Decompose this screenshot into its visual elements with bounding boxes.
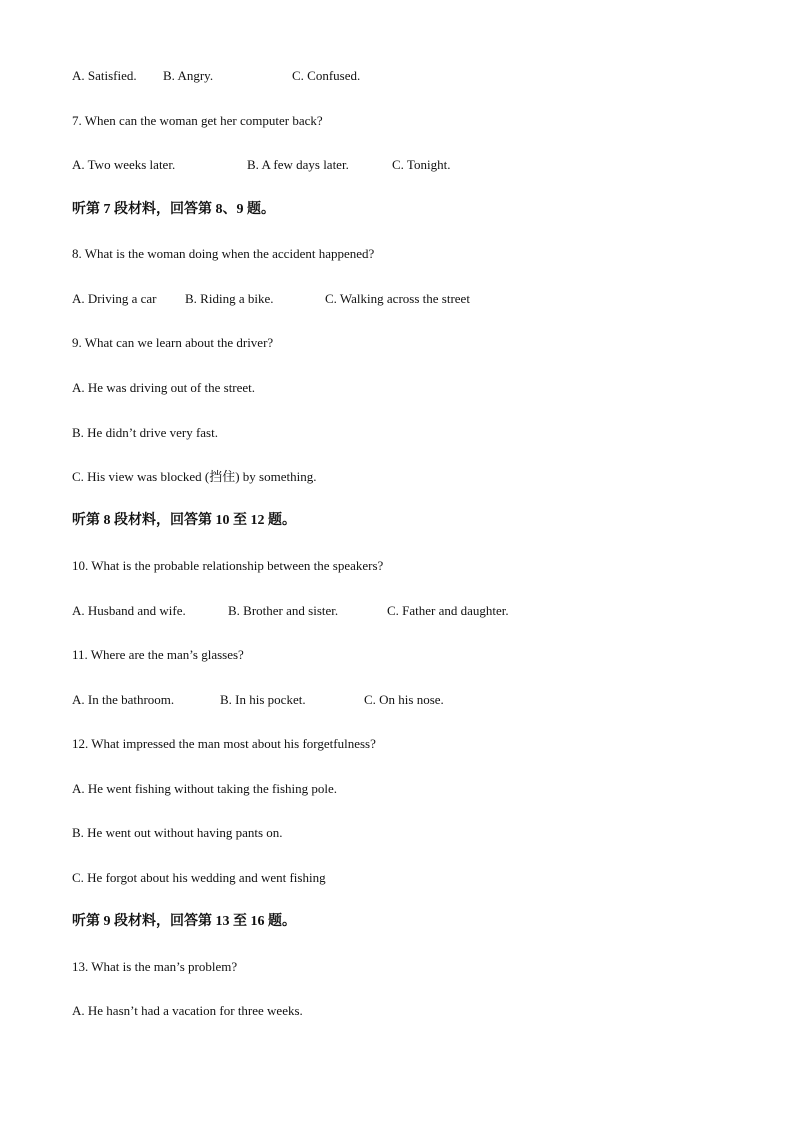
q8-option-a: A. Driving a car [72, 291, 157, 306]
q11-option-b: B. In his pocket. [220, 692, 306, 707]
q9-option-b: B. He didn’t drive very fast. [72, 425, 218, 440]
q6-option-b: B. Angry. [163, 68, 214, 83]
q11-option-a: A. In the bathroom. [72, 692, 175, 707]
q10-option-a: A. Husband and wife. [72, 603, 186, 618]
q7-option-b: B. A few days later. [247, 157, 349, 172]
q10-option-c: C. Father and daughter. [387, 603, 509, 618]
q9-option-c: C. His view was blocked (挡住) by something. [72, 469, 317, 484]
q6-option-a: A. Satisfied. [72, 68, 137, 83]
q12-question: 12. What impressed the man most about his forgetfulness? [72, 736, 376, 751]
q12-option-c: C. He forgot about his wedding and went fishing [72, 870, 326, 885]
q7-option-c: C. Tonight. [392, 157, 451, 172]
q7-question: 7. When can the woman get her computer back? [72, 113, 323, 128]
q13-option-a: A. He hasn’t had a vacation for three weeks. [72, 1003, 303, 1018]
q7-option-a: A. Two weeks later. [72, 157, 176, 172]
section-8-heading: 听第 8 段材料，回答第 10 至 12 题。 [72, 513, 296, 528]
q12-option-b: B. He went out without having pants on. [72, 825, 283, 840]
q10-question: 10. What is the probable relationship between the speakers? [72, 558, 384, 573]
q8-option-b: B. Riding a bike. [185, 291, 274, 306]
q11-question: 11. Where are the man’s glasses? [72, 647, 244, 662]
q9-question: 9. What can we learn about the driver? [72, 335, 274, 350]
section-7-heading: 听第 7 段材料，回答第 8、9 题。 [72, 202, 275, 217]
section-9-heading: 听第 9 段材料，回答第 13 至 16 题。 [72, 914, 296, 929]
q12-option-a: A. He went fishing without taking the fishing pole. [72, 781, 338, 796]
q6-option-c: C. Confused. [292, 68, 361, 83]
q8-option-c: C. Walking across the street [325, 291, 470, 306]
q9-option-a: A. He was driving out of the street. [72, 380, 256, 395]
q8-question: 8. What is the woman doing when the accident happened? [72, 246, 375, 261]
q11-option-c: C. On his nose. [364, 692, 444, 707]
q13-question: 13. What is the man’s problem? [72, 959, 238, 974]
q10-option-b: B. Brother and sister. [228, 603, 339, 618]
